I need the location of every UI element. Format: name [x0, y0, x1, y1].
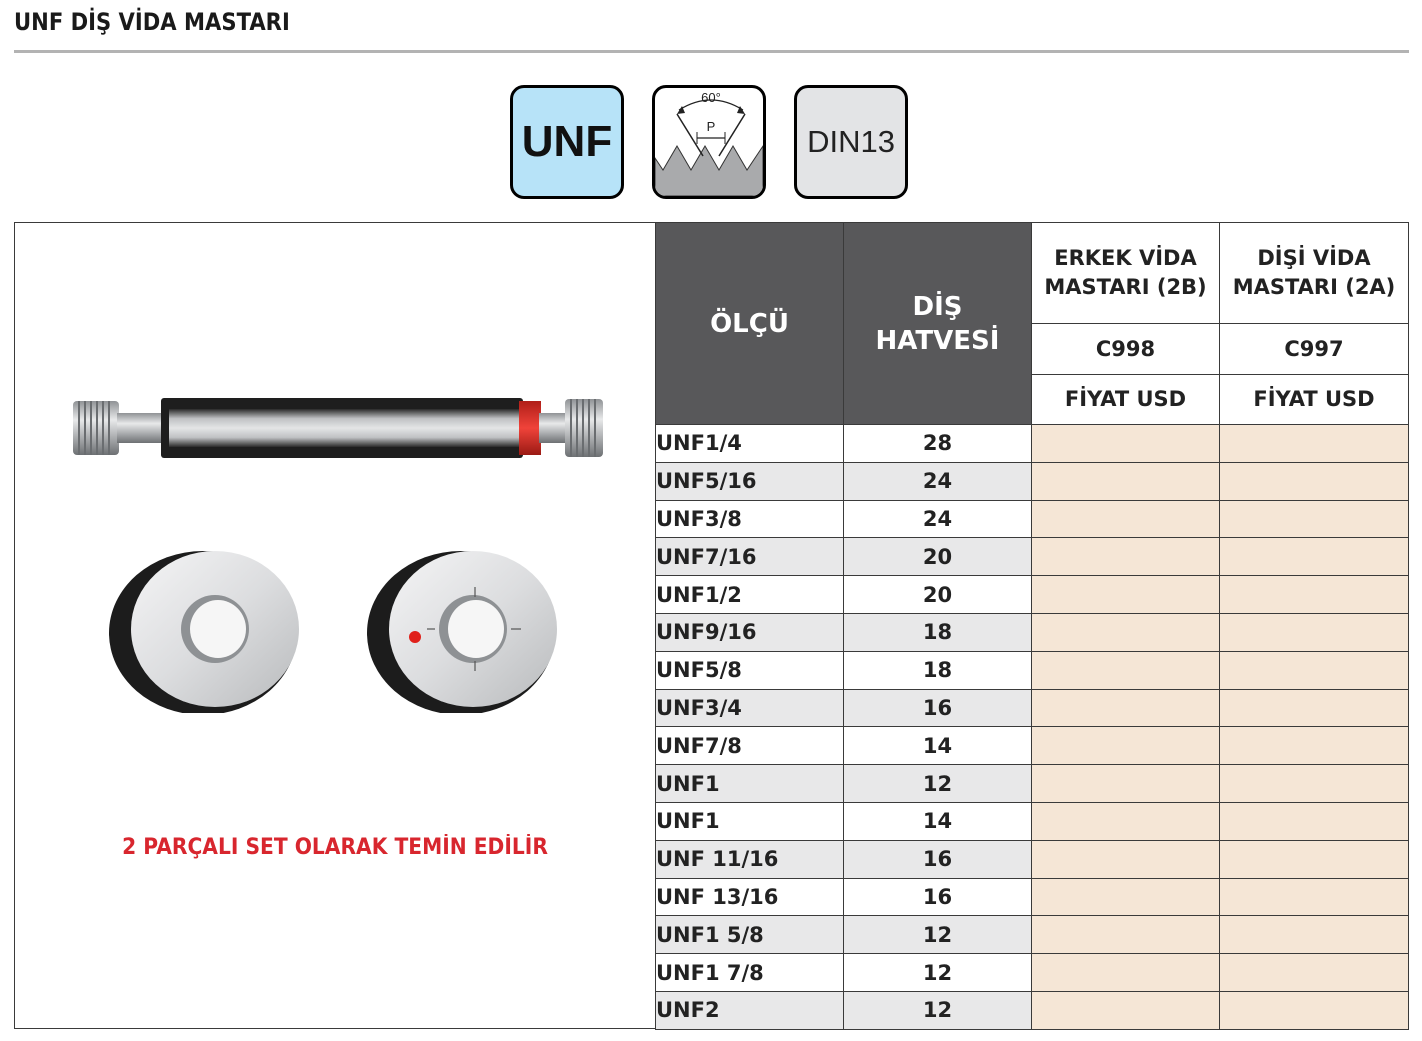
size-cell: UNF7/8 — [656, 727, 844, 765]
set-supply-note: 2 PARÇALI SET OLARAK TEMİN EDİLİR — [122, 835, 548, 860]
female-price-cell — [1220, 689, 1409, 727]
size-cell: UNF 11/16 — [656, 840, 844, 878]
size-cell: UNF1/2 — [656, 576, 844, 614]
table-row — [656, 613, 1409, 651]
male-price-cell — [1032, 954, 1220, 992]
pitch-cell: 18 — [844, 651, 1032, 689]
female-price-cell — [1220, 916, 1409, 954]
male-price-cell — [1032, 576, 1220, 614]
header-female-code: C997 — [1220, 324, 1409, 375]
size-cell: UNF1/4 — [656, 425, 844, 463]
page-title: UNF DİŞ VİDA MASTARI — [14, 8, 290, 36]
pitch-cell: 24 — [844, 500, 1032, 538]
male-price-cell — [1032, 651, 1220, 689]
table-row — [656, 727, 1409, 765]
table-row — [656, 651, 1409, 689]
table-row — [656, 991, 1409, 1029]
table-row — [656, 954, 1409, 992]
size-cell: UNF5/8 — [656, 651, 844, 689]
size-cell: UNF3/8 — [656, 500, 844, 538]
female-price-cell — [1220, 802, 1409, 840]
male-price-cell — [1032, 500, 1220, 538]
female-price-cell — [1220, 576, 1409, 614]
plug-gauge-image — [73, 395, 603, 461]
pitch-cell: 18 — [844, 613, 1032, 651]
table-row — [656, 689, 1409, 727]
pitch-cell: 16 — [844, 840, 1032, 878]
pitch-cell: 12 — [844, 991, 1032, 1029]
female-price-cell — [1220, 765, 1409, 803]
size-cell: UNF9/16 — [656, 613, 844, 651]
male-price-cell — [1032, 689, 1220, 727]
header-pitch: DİŞ HATVESİ — [844, 223, 1032, 425]
gauge-price-table — [655, 222, 1409, 1030]
size-cell: UNF1 5/8 — [656, 916, 844, 954]
female-price-cell — [1220, 425, 1409, 463]
din13-badge — [794, 85, 908, 199]
size-cell: UNF7/16 — [656, 538, 844, 576]
thread-angle-label: 60° — [701, 90, 721, 105]
male-price-cell — [1032, 765, 1220, 803]
table-row — [656, 538, 1409, 576]
female-price-cell — [1220, 840, 1409, 878]
female-price-cell — [1220, 538, 1409, 576]
pitch-cell: 16 — [844, 689, 1032, 727]
table-row — [656, 462, 1409, 500]
go-ring-gauge-image — [107, 543, 307, 713]
male-price-cell — [1032, 462, 1220, 500]
female-price-cell — [1220, 878, 1409, 916]
header-male-price: FİYAT USD — [1032, 375, 1220, 425]
pitch-cell: 12 — [844, 954, 1032, 992]
female-price-cell — [1220, 500, 1409, 538]
pitch-cell: 12 — [844, 765, 1032, 803]
header-female-gauge: DİŞİ VİDA MASTARI (2A) — [1220, 223, 1409, 324]
unf-badge-label: UNF — [521, 117, 613, 166]
male-price-cell — [1032, 425, 1220, 463]
male-price-cell — [1032, 727, 1220, 765]
table-row — [656, 878, 1409, 916]
female-price-cell — [1220, 727, 1409, 765]
female-price-cell — [1220, 651, 1409, 689]
table-row — [656, 802, 1409, 840]
header-male-gauge: ERKEK VİDA MASTARI (2B) — [1032, 223, 1220, 324]
size-cell: UNF5/16 — [656, 462, 844, 500]
table-row — [656, 765, 1409, 803]
male-price-cell — [1032, 878, 1220, 916]
header-size: ÖLÇÜ — [656, 223, 844, 425]
pitch-cell: 14 — [844, 727, 1032, 765]
female-price-cell — [1220, 954, 1409, 992]
pitch-cell: 20 — [844, 538, 1032, 576]
thread-pitch-label: P — [706, 119, 716, 134]
header-female-price: FİYAT USD — [1220, 375, 1409, 425]
product-image-panel — [15, 223, 655, 1028]
no-go-ring-gauge-image — [365, 541, 565, 713]
pitch-cell: 16 — [844, 878, 1032, 916]
male-price-cell — [1032, 840, 1220, 878]
table-row — [656, 840, 1409, 878]
pitch-cell: 12 — [844, 916, 1032, 954]
female-price-cell — [1220, 613, 1409, 651]
female-price-cell — [1220, 462, 1409, 500]
din13-badge-label: DIN13 — [807, 124, 895, 159]
male-price-cell — [1032, 916, 1220, 954]
size-cell: UNF1 7/8 — [656, 954, 844, 992]
title-divider — [14, 50, 1409, 53]
thread-profile-icon — [655, 88, 763, 196]
table-row — [656, 576, 1409, 614]
table-row — [656, 425, 1409, 463]
male-price-cell — [1032, 538, 1220, 576]
pitch-cell: 14 — [844, 802, 1032, 840]
pitch-cell: 28 — [844, 425, 1032, 463]
pitch-cell: 24 — [844, 462, 1032, 500]
table-row — [656, 500, 1409, 538]
thread-profile-badge — [652, 85, 766, 199]
table-row — [656, 916, 1409, 954]
male-price-cell — [1032, 613, 1220, 651]
unf-badge — [510, 85, 624, 199]
pitch-cell: 20 — [844, 576, 1032, 614]
female-price-cell — [1220, 991, 1409, 1029]
size-cell: UNF3/4 — [656, 689, 844, 727]
size-cell: UNF1 — [656, 802, 844, 840]
size-cell: UNF 13/16 — [656, 878, 844, 916]
male-price-cell — [1032, 802, 1220, 840]
male-price-cell — [1032, 991, 1220, 1029]
size-cell: UNF1 — [656, 765, 844, 803]
size-cell: UNF2 — [656, 991, 844, 1029]
header-male-code: C998 — [1032, 324, 1220, 375]
